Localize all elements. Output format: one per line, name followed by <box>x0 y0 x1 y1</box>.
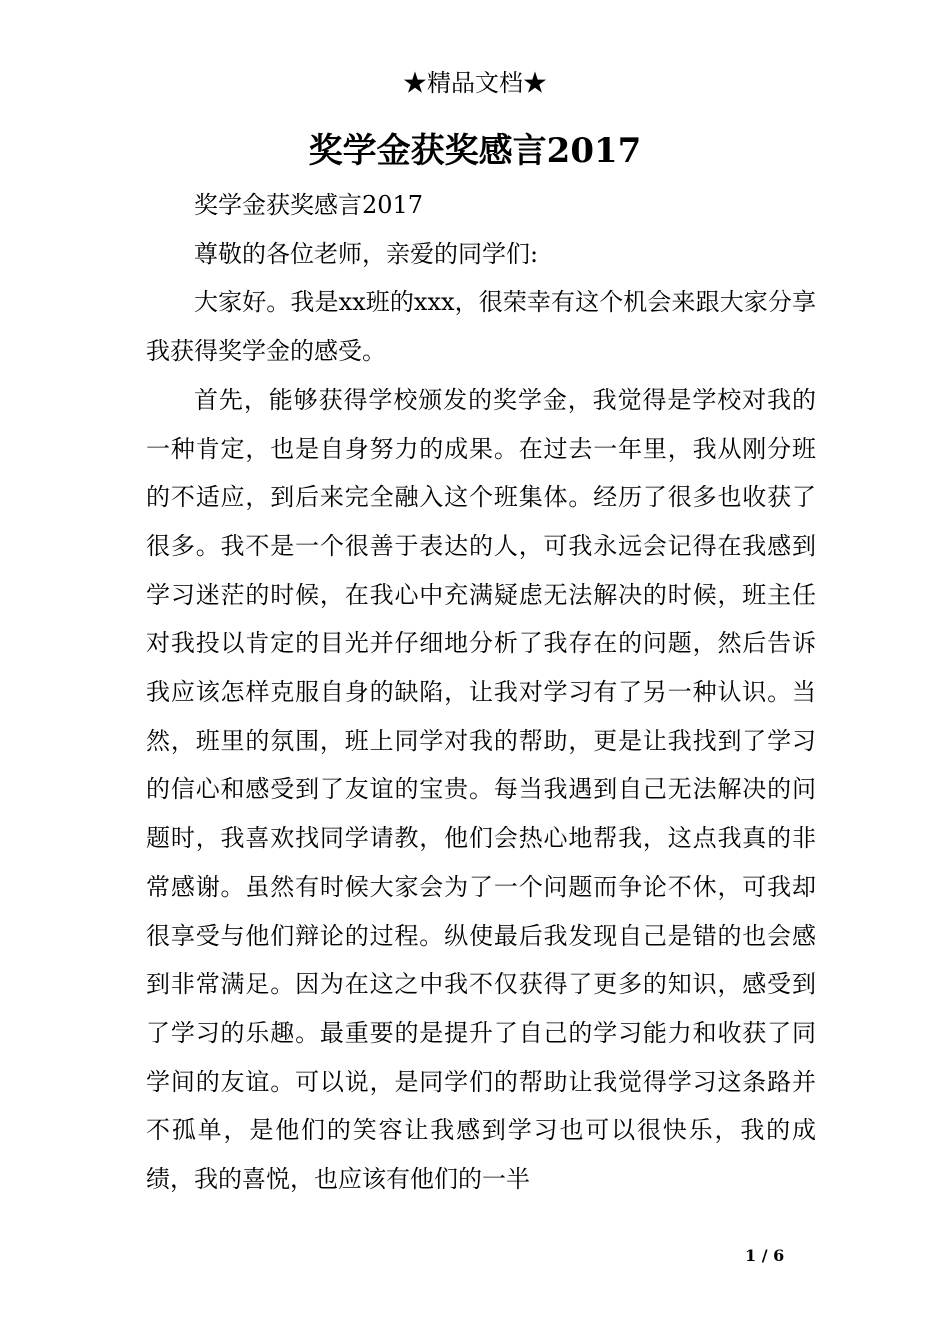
document-body <box>146 181 816 1204</box>
page-indicator: 1 / 6 <box>745 1246 785 1265</box>
document-title: 奖学金获奖感言2017 <box>308 131 642 171</box>
paragraph-main: 首先，能够获得学校颁发的奖学金，我觉得是学校对我的一种肯定，也是自身努力的成果。在过去一年里，我从刚分班的不适应，到后来完全融入这个班集体。经历了很多也收获了很多。我不是一个很善于表达的人，可我永远会记得在我感到学习迷茫的时候，在我心中充满疑虑无法解决的时候，班主任对我投以肯定的目光并仔细地分析了我存在的问题，然后告诉我应该怎样克服自身的缺陷，让我对学习有了另一种认识。当然，班里的氛围，班上同学对我的帮助，更是让我找到了学习的信心和感受到了友谊的宝贵。每当我遇到自己无法解决的问题时，我喜欢找同学请教，他们会热心地帮我，这点我真的非常感谢。虽然有时候大家会为了一个问题而争论不休，可我却很享受与他们辩论的过程。纵使最后我发现自己是错的也会感到非常满足。因为在这之中我不仅获得了更多的知识，感受到了学习的乐趣。最重要的是提升了自己的学习能力和收获了同学间的友谊。可以说，是同学们的帮助让我觉得学习这条路并不孤单，是他们的笑容让我感到学习也可以很快乐，我的成绩，我的喜悦，也应该有他们的一半 <box>146 385 816 1194</box>
document-banner: ★精品文档★ <box>403 69 547 97</box>
paragraph-greeting: 大家好。我是xx班的xxx，很荣幸有这个机会来跟大家分享我获得奖学金的感受。 <box>146 288 816 366</box>
paragraph-salutation: 尊敬的各位老师，亲爱的同学们: <box>194 239 539 268</box>
paragraph-subtitle: 奖学金获奖感言2017 <box>194 191 424 219</box>
